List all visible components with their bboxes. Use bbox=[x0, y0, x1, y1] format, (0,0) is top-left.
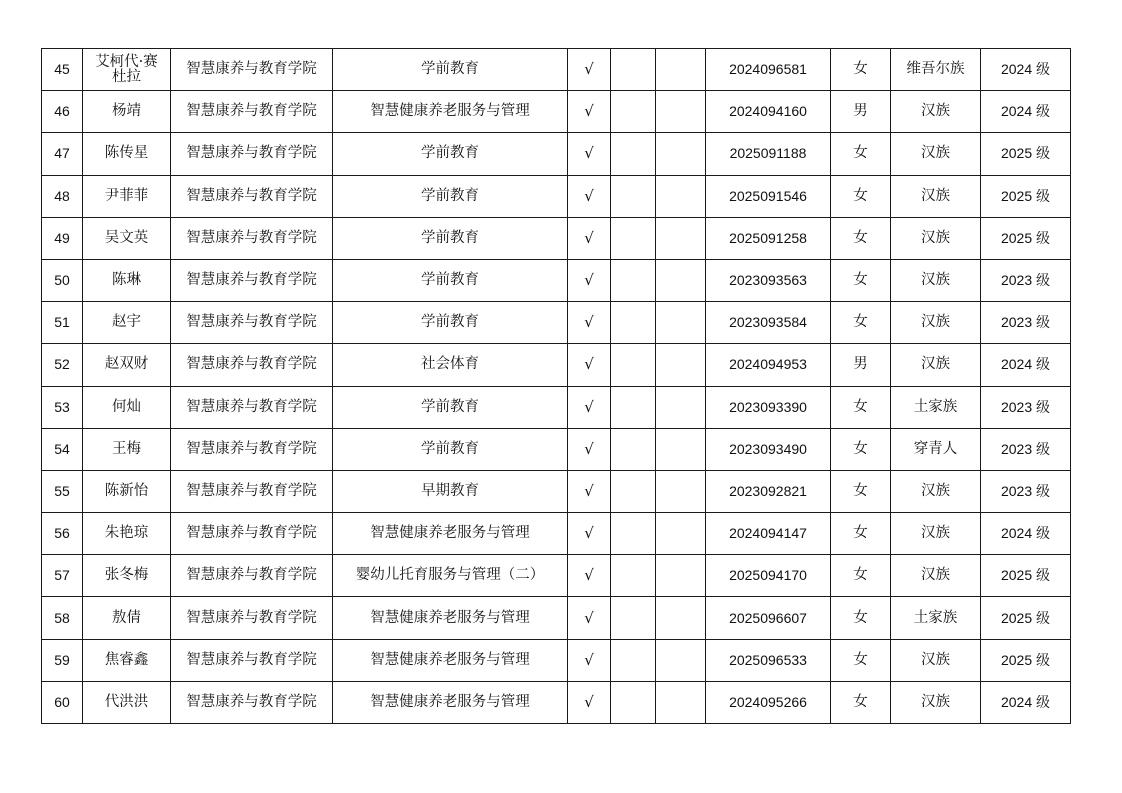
major-name: 社会体育 bbox=[333, 344, 568, 386]
check-mark: √ bbox=[568, 91, 611, 133]
gender: 女 bbox=[831, 428, 891, 470]
college-name: 智慧康养与教育学院 bbox=[171, 91, 333, 133]
table-row bbox=[42, 217, 1071, 259]
major-name: 婴幼儿托育服务与管理（二） bbox=[333, 555, 568, 597]
major-name: 早期教育 bbox=[333, 470, 568, 512]
ethnicity: 汉族 bbox=[891, 217, 981, 259]
gender: 女 bbox=[831, 639, 891, 681]
student-id: 2025091546 bbox=[706, 175, 831, 217]
student-name: 王梅 bbox=[83, 428, 171, 470]
empty-cell bbox=[656, 681, 706, 723]
grade-year: 2023 级 bbox=[981, 386, 1071, 428]
college-name: 智慧康养与教育学院 bbox=[171, 386, 333, 428]
row-number: 52 bbox=[42, 344, 83, 386]
college-name: 智慧康养与教育学院 bbox=[171, 49, 333, 91]
student-name: 陈新怡 bbox=[83, 470, 171, 512]
grade-year: 2024 级 bbox=[981, 344, 1071, 386]
grade-year: 2025 级 bbox=[981, 217, 1071, 259]
check-mark: √ bbox=[568, 639, 611, 681]
ethnicity: 汉族 bbox=[891, 513, 981, 555]
student-id: 2023093584 bbox=[706, 302, 831, 344]
student-name: 代洪洪 bbox=[83, 681, 171, 723]
check-mark: √ bbox=[568, 681, 611, 723]
check-mark: √ bbox=[568, 175, 611, 217]
ethnicity: 土家族 bbox=[891, 597, 981, 639]
empty-cell bbox=[611, 344, 656, 386]
table-row bbox=[42, 386, 1071, 428]
college-name: 智慧康养与教育学院 bbox=[171, 302, 333, 344]
gender: 女 bbox=[831, 513, 891, 555]
check-mark: √ bbox=[568, 386, 611, 428]
ethnicity: 汉族 bbox=[891, 681, 981, 723]
student-id: 2024094160 bbox=[706, 91, 831, 133]
empty-cell bbox=[611, 681, 656, 723]
grade-year: 2023 级 bbox=[981, 470, 1071, 512]
student-id: 2024095266 bbox=[706, 681, 831, 723]
student-id: 2024096581 bbox=[706, 49, 831, 91]
empty-cell bbox=[611, 428, 656, 470]
college-name: 智慧康养与教育学院 bbox=[171, 513, 333, 555]
college-name: 智慧康养与教育学院 bbox=[171, 555, 333, 597]
college-name: 智慧康养与教育学院 bbox=[171, 597, 333, 639]
row-number: 56 bbox=[42, 513, 83, 555]
gender: 女 bbox=[831, 386, 891, 428]
gender: 女 bbox=[831, 302, 891, 344]
major-name: 智慧健康养老服务与管理 bbox=[333, 91, 568, 133]
check-mark: √ bbox=[568, 133, 611, 175]
college-name: 智慧康养与教育学院 bbox=[171, 217, 333, 259]
table-row bbox=[42, 91, 1071, 133]
table-row bbox=[42, 133, 1071, 175]
table-row bbox=[42, 175, 1071, 217]
gender: 男 bbox=[831, 344, 891, 386]
empty-cell bbox=[656, 302, 706, 344]
gender: 女 bbox=[831, 470, 891, 512]
student-id: 2025094170 bbox=[706, 555, 831, 597]
empty-cell bbox=[611, 470, 656, 512]
grade-year: 2025 级 bbox=[981, 175, 1071, 217]
major-name: 学前教育 bbox=[333, 175, 568, 217]
grade-year: 2025 级 bbox=[981, 597, 1071, 639]
empty-cell bbox=[611, 513, 656, 555]
student-name: 敖倩 bbox=[83, 597, 171, 639]
major-name: 智慧健康养老服务与管理 bbox=[333, 639, 568, 681]
gender: 男 bbox=[831, 91, 891, 133]
student-id: 2023093390 bbox=[706, 386, 831, 428]
gender: 女 bbox=[831, 555, 891, 597]
empty-cell bbox=[611, 597, 656, 639]
student-name: 吴文英 bbox=[83, 217, 171, 259]
gender: 女 bbox=[831, 259, 891, 301]
row-number: 53 bbox=[42, 386, 83, 428]
ethnicity: 土家族 bbox=[891, 386, 981, 428]
student-id: 2025096533 bbox=[706, 639, 831, 681]
ethnicity: 汉族 bbox=[891, 639, 981, 681]
student-name: 尹菲菲 bbox=[83, 175, 171, 217]
empty-cell bbox=[656, 344, 706, 386]
check-mark: √ bbox=[568, 513, 611, 555]
empty-cell bbox=[656, 470, 706, 512]
row-number: 49 bbox=[42, 217, 83, 259]
empty-cell bbox=[611, 217, 656, 259]
student-name: 陈琳 bbox=[83, 259, 171, 301]
empty-cell bbox=[656, 639, 706, 681]
major-name: 学前教育 bbox=[333, 428, 568, 470]
college-name: 智慧康养与教育学院 bbox=[171, 133, 333, 175]
major-name: 学前教育 bbox=[333, 49, 568, 91]
empty-cell bbox=[656, 49, 706, 91]
empty-cell bbox=[656, 217, 706, 259]
major-name: 学前教育 bbox=[333, 133, 568, 175]
empty-cell bbox=[656, 175, 706, 217]
student-id: 2023093563 bbox=[706, 259, 831, 301]
student-name: 何灿 bbox=[83, 386, 171, 428]
student-id: 2025091258 bbox=[706, 217, 831, 259]
student-id: 2024094953 bbox=[706, 344, 831, 386]
college-name: 智慧康养与教育学院 bbox=[171, 428, 333, 470]
empty-cell bbox=[611, 133, 656, 175]
student-id: 2023093490 bbox=[706, 428, 831, 470]
student-name: 赵双财 bbox=[83, 344, 171, 386]
ethnicity: 汉族 bbox=[891, 302, 981, 344]
grade-year: 2023 级 bbox=[981, 428, 1071, 470]
student-name: 杨靖 bbox=[83, 91, 171, 133]
grade-year: 2025 级 bbox=[981, 555, 1071, 597]
college-name: 智慧康养与教育学院 bbox=[171, 639, 333, 681]
student-id: 2024094147 bbox=[706, 513, 831, 555]
row-number: 57 bbox=[42, 555, 83, 597]
ethnicity: 汉族 bbox=[891, 175, 981, 217]
major-name: 智慧健康养老服务与管理 bbox=[333, 597, 568, 639]
student-id: 2025096607 bbox=[706, 597, 831, 639]
table-row bbox=[42, 344, 1071, 386]
check-mark: √ bbox=[568, 49, 611, 91]
empty-cell bbox=[656, 91, 706, 133]
grade-year: 2025 级 bbox=[981, 639, 1071, 681]
row-number: 45 bbox=[42, 49, 83, 91]
empty-cell bbox=[656, 555, 706, 597]
check-mark: √ bbox=[568, 555, 611, 597]
grade-year: 2024 级 bbox=[981, 681, 1071, 723]
table-row bbox=[42, 681, 1071, 723]
row-number: 60 bbox=[42, 681, 83, 723]
gender: 女 bbox=[831, 597, 891, 639]
ethnicity: 汉族 bbox=[891, 555, 981, 597]
empty-cell bbox=[656, 133, 706, 175]
empty-cell bbox=[656, 259, 706, 301]
gender: 女 bbox=[831, 133, 891, 175]
grade-year: 2024 级 bbox=[981, 49, 1071, 91]
empty-cell bbox=[611, 555, 656, 597]
empty-cell bbox=[611, 259, 656, 301]
student-name: 艾柯代·赛杜拉 bbox=[83, 49, 171, 91]
table-row bbox=[42, 428, 1071, 470]
check-mark: √ bbox=[568, 428, 611, 470]
empty-cell bbox=[611, 49, 656, 91]
major-name: 学前教育 bbox=[333, 217, 568, 259]
student-name: 朱艳琼 bbox=[83, 513, 171, 555]
grade-year: 2023 级 bbox=[981, 302, 1071, 344]
grade-year: 2023 级 bbox=[981, 259, 1071, 301]
row-number: 50 bbox=[42, 259, 83, 301]
ethnicity: 汉族 bbox=[891, 259, 981, 301]
check-mark: √ bbox=[568, 597, 611, 639]
roster-body bbox=[42, 49, 1071, 724]
check-mark: √ bbox=[568, 344, 611, 386]
empty-cell bbox=[611, 639, 656, 681]
major-name: 智慧健康养老服务与管理 bbox=[333, 513, 568, 555]
empty-cell bbox=[656, 597, 706, 639]
college-name: 智慧康养与教育学院 bbox=[171, 259, 333, 301]
student-name: 张冬梅 bbox=[83, 555, 171, 597]
row-number: 55 bbox=[42, 470, 83, 512]
major-name: 学前教育 bbox=[333, 302, 568, 344]
ethnicity: 穿青人 bbox=[891, 428, 981, 470]
major-name: 智慧健康养老服务与管理 bbox=[333, 681, 568, 723]
empty-cell bbox=[656, 428, 706, 470]
student-name: 焦睿鑫 bbox=[83, 639, 171, 681]
check-mark: √ bbox=[568, 470, 611, 512]
student-id: 2025091188 bbox=[706, 133, 831, 175]
check-mark: √ bbox=[568, 217, 611, 259]
ethnicity: 维吾尔族 bbox=[891, 49, 981, 91]
row-number: 47 bbox=[42, 133, 83, 175]
gender: 女 bbox=[831, 681, 891, 723]
table-row bbox=[42, 470, 1071, 512]
ethnicity: 汉族 bbox=[891, 470, 981, 512]
major-name: 学前教育 bbox=[333, 386, 568, 428]
table-row bbox=[42, 259, 1071, 301]
row-number: 54 bbox=[42, 428, 83, 470]
student-id: 2023092821 bbox=[706, 470, 831, 512]
ethnicity: 汉族 bbox=[891, 133, 981, 175]
table-row bbox=[42, 49, 1071, 91]
empty-cell bbox=[611, 302, 656, 344]
row-number: 59 bbox=[42, 639, 83, 681]
ethnicity: 汉族 bbox=[891, 344, 981, 386]
row-number: 48 bbox=[42, 175, 83, 217]
table-row bbox=[42, 302, 1071, 344]
table-row bbox=[42, 555, 1071, 597]
grade-year: 2024 级 bbox=[981, 91, 1071, 133]
grade-year: 2024 级 bbox=[981, 513, 1071, 555]
student-name: 陈传星 bbox=[83, 133, 171, 175]
empty-cell bbox=[611, 175, 656, 217]
college-name: 智慧康养与教育学院 bbox=[171, 681, 333, 723]
college-name: 智慧康养与教育学院 bbox=[171, 344, 333, 386]
check-mark: √ bbox=[568, 302, 611, 344]
check-mark: √ bbox=[568, 259, 611, 301]
row-number: 58 bbox=[42, 597, 83, 639]
college-name: 智慧康养与教育学院 bbox=[171, 470, 333, 512]
table-row bbox=[42, 639, 1071, 681]
row-number: 51 bbox=[42, 302, 83, 344]
student-name: 赵宇 bbox=[83, 302, 171, 344]
empty-cell bbox=[656, 386, 706, 428]
table-row bbox=[42, 513, 1071, 555]
grade-year: 2025 级 bbox=[981, 133, 1071, 175]
table-row bbox=[42, 597, 1071, 639]
empty-cell bbox=[656, 513, 706, 555]
college-name: 智慧康养与教育学院 bbox=[171, 175, 333, 217]
gender: 女 bbox=[831, 217, 891, 259]
ethnicity: 汉族 bbox=[891, 91, 981, 133]
student-roster-table bbox=[41, 48, 1071, 724]
major-name: 学前教育 bbox=[333, 259, 568, 301]
gender: 女 bbox=[831, 49, 891, 91]
gender: 女 bbox=[831, 175, 891, 217]
row-number: 46 bbox=[42, 91, 83, 133]
empty-cell bbox=[611, 91, 656, 133]
empty-cell bbox=[611, 386, 656, 428]
